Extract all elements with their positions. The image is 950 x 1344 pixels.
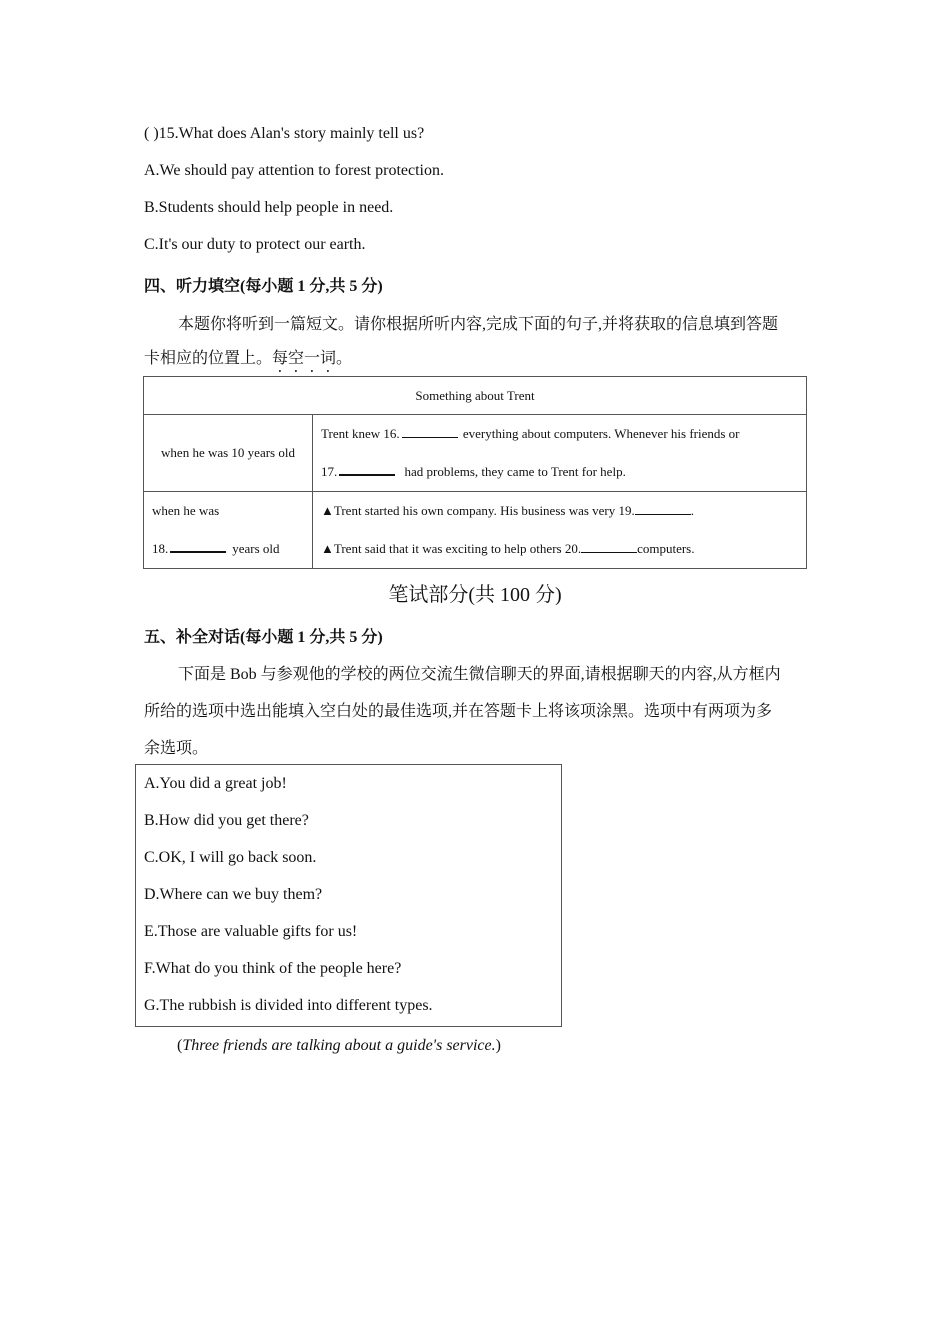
question-15-option-b: B.Students should help people in need. <box>144 199 394 216</box>
section-5-title: 五、补全对话(每小题 1 分,共 5 分) <box>144 629 383 646</box>
row1-label-cell <box>144 415 313 492</box>
options-box <box>135 764 562 1027</box>
row1-line2-b: had problems, they came to Trent for help. <box>401 464 626 479</box>
row2-label-cell <box>144 492 313 569</box>
blank-19[interactable] <box>635 513 691 515</box>
row1-line1-a: Trent knew 16. <box>321 426 400 441</box>
blank-16[interactable] <box>402 436 458 438</box>
row2-line1-b: . <box>690 503 695 518</box>
option-f: F.What do you think of the people here? <box>144 960 402 977</box>
row1-line1-b: everything about computers. Whenever his friends or <box>459 426 740 441</box>
row2-label-line2-a: 18. <box>152 541 169 556</box>
instruction-line2-pre: 卡相应的位置上。 <box>144 350 273 367</box>
option-c: C.OK, I will go back soon. <box>144 849 317 866</box>
row2-line1 <box>321 492 798 530</box>
section-5-instruction-line2: 所给的选项中选出能填入空白处的最佳选项,并在答题卡上将该项涂黑。选项中有两项为多 <box>144 703 773 720</box>
row1-content-cell <box>313 415 807 492</box>
scene-description: Three friends are talking about a guide's service. <box>182 1037 496 1054</box>
question-15-option-c: C.It's our duty to protect our earth. <box>144 236 366 253</box>
option-d: D.Where can we buy them? <box>144 886 323 903</box>
section-4-instruction-line1: 本题你将听到一篇短文。请你根据所听内容,完成下面的句子,并将获取的信息填到答题 <box>178 316 779 333</box>
blank-17[interactable] <box>339 473 395 476</box>
section-5-instruction-line3: 余选项。 <box>144 740 209 757</box>
section-5-instruction-line1: 下面是 Bob 与参观他的学校的两位交流生微信聊天的界面,请根据聊天的内容,从方框内 <box>178 666 781 683</box>
row2-label-line1: when he was <box>152 503 220 518</box>
row1-label: when he was 10 years old <box>161 445 295 460</box>
option-e: E.Those are valuable gifts for us! <box>144 923 358 940</box>
instruction-line2-post: 。 <box>336 350 353 367</box>
blank-18[interactable] <box>170 550 226 553</box>
row2-line2-b: computers. <box>637 541 695 556</box>
option-g: G.The rubbish is divided into different types. <box>144 997 433 1014</box>
question-15-option-a: A.We should pay attention to forest protection. <box>144 162 444 179</box>
section-4-instruction-line2 <box>144 345 352 376</box>
section-4-title: 四、听力填空(每小题 1 分,共 5 分) <box>144 278 383 295</box>
instruction-emphasis: 每空一词 <box>272 350 337 367</box>
option-a: A.You did a great job! <box>144 775 287 792</box>
row2-line1-a: ▲Trent started his own company. His business was very 19. <box>321 503 635 518</box>
row2-line2-a: ▲Trent said that it was exciting to help others 20. <box>321 541 582 556</box>
scene-open-paren: ( <box>177 1037 183 1054</box>
blank-20[interactable] <box>581 551 637 553</box>
row2-label-line2-b: years old <box>232 541 280 556</box>
written-part-title: 笔试部分(共 100 分) <box>388 584 562 606</box>
option-b: B.How did you get there? <box>144 812 309 829</box>
trent-table <box>143 376 807 569</box>
row1-line1 <box>321 415 798 453</box>
row1-line2 <box>321 453 798 491</box>
row2-line2 <box>321 530 798 568</box>
scene-close-paren: ) <box>495 1037 501 1054</box>
table-caption: Something about Trent <box>144 377 807 415</box>
dialogue-scene <box>177 1037 501 1055</box>
question-15-stem: ( )15.What does Alan's story mainly tell us? <box>144 125 425 142</box>
row2-label-line2 <box>152 530 304 568</box>
row2-content-cell <box>313 492 807 569</box>
row1-line2-a: 17. <box>321 464 338 479</box>
